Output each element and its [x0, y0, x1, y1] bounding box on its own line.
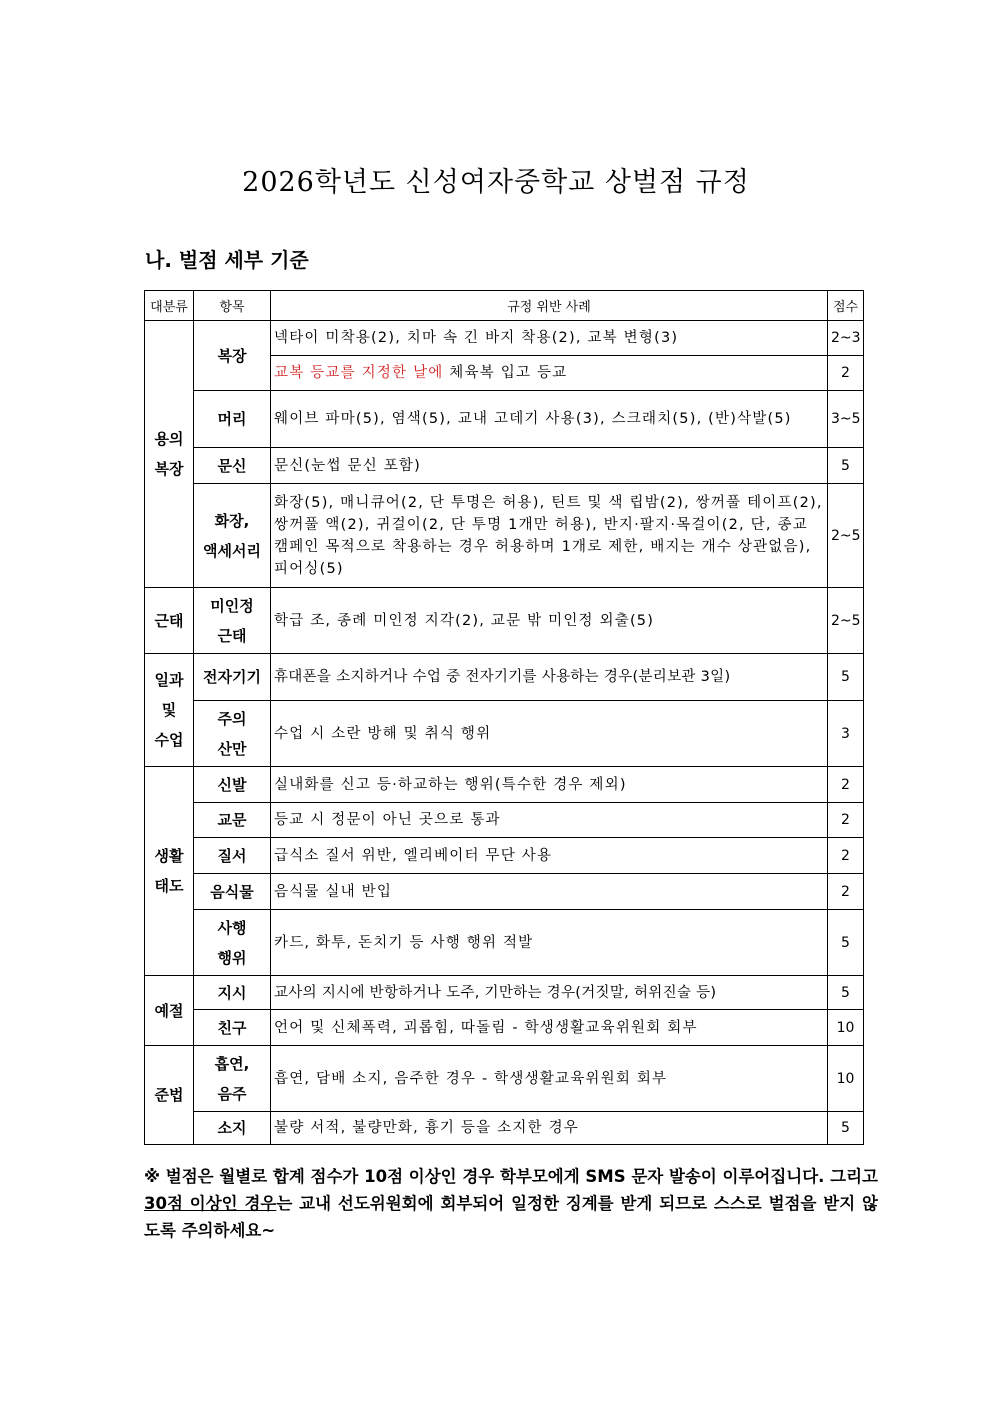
violation-cell: 등교 시 정문이 아닌 곳으로 통과: [271, 803, 828, 838]
points-cell: 10: [828, 1010, 864, 1046]
footnote: [144, 1163, 878, 1244]
violation-cell: 교사의 지시에 반항하거나 도주, 기만하는 경우(거짓말, 허위진술 등): [271, 976, 828, 1010]
violation-cell: 카드, 화투, 돈치기 등 사행 행위 적발: [271, 910, 828, 976]
table-row: [145, 1112, 864, 1145]
table-row: [145, 448, 864, 484]
header-points: 점수: [828, 291, 864, 321]
table-row: [145, 803, 864, 838]
violation-cell: 넥타이 미착용(2), 치마 속 긴 바지 착용(2), 교복 변형(3): [271, 321, 828, 356]
item-cell: [194, 767, 271, 803]
item-label: 미인정 근태: [210, 596, 254, 645]
table-row: [145, 910, 864, 976]
violation-cell: 화장(5), 매니큐어(2, 단 투명은 허용), 틴트 및 색 립밤(2), 쌍꺼풀 테이프(2), 쌍꺼풀 액(2), 귀걸이(2, 단 투명 1개만 허용), 반지·팔지·목걸이(2, 단, 종교 캠페인 목적으로 착용하는 경우 허용하며 1개로 제한, 배지는 개수 상관없음), 피어싱(5): [271, 484, 828, 588]
category-label: 예절: [154, 1001, 184, 1020]
category-cell: [145, 654, 194, 767]
item-cell: [194, 874, 271, 910]
section-heading: 나. 벌점 세부 기준: [145, 248, 309, 272]
points-cell: 2~5: [828, 588, 864, 654]
header-category: 대분류: [145, 291, 194, 321]
table-row: [145, 767, 864, 803]
item-label: 전자기기: [203, 668, 261, 686]
violation-cell: 불량 서적, 불량만화, 흉기 등을 소지한 경우: [271, 1112, 828, 1145]
violation-text: 체육복 입고 등교: [443, 365, 568, 381]
points-cell: 2: [828, 874, 864, 910]
item-label: 질서: [217, 846, 247, 865]
points-cell: 5: [828, 1112, 864, 1145]
category-cell: [145, 767, 194, 976]
violation-cell: 흡연, 담배 소지, 음주한 경우 - 학생생활교육위원회 회부: [271, 1046, 828, 1112]
table-header-row: [145, 291, 864, 321]
item-cell: [194, 910, 271, 976]
item-label: 음식물: [210, 882, 254, 901]
points-cell: 3~5: [828, 391, 864, 448]
category-label: 근태: [154, 611, 184, 630]
violation-cell: 문신(눈썹 문신 포함): [271, 448, 828, 484]
category-label: 생활 태도: [154, 847, 184, 895]
violation-cell: 휴대폰을 소지하거나 수업 중 전자기기를 사용하는 경우(분리보관 3일): [271, 654, 828, 701]
highlighted-text: 교복 등교를 지정한 날에: [274, 365, 444, 381]
table-row: [145, 1010, 864, 1046]
item-cell: [194, 838, 271, 874]
item-label: 소지: [217, 1119, 247, 1137]
points-cell: 10: [828, 1046, 864, 1112]
item-cell: [194, 1046, 271, 1112]
header-item: 항목: [194, 291, 271, 321]
item-label: 사행 행위: [217, 918, 247, 967]
table-row: [145, 588, 864, 654]
item-label: 지시: [217, 983, 247, 1002]
item-cell: [194, 701, 271, 767]
item-cell: [194, 321, 271, 391]
item-cell: [194, 1112, 271, 1145]
page-title: 2026학년도 신성여자중학교 상벌점 규정: [242, 167, 750, 198]
category-label: 용의 복장: [154, 430, 184, 478]
violation-cell: 언어 및 신체폭력, 괴롭힘, 따돌림 - 학생생활교육위원회 회부: [271, 1010, 828, 1046]
item-label: 교문: [217, 811, 247, 829]
category-cell: [145, 1046, 194, 1145]
item-cell: [194, 976, 271, 1010]
item-cell: [194, 588, 271, 654]
table-row: [145, 701, 864, 767]
footnote-underlined: 30점 이상인 경우: [144, 1194, 277, 1213]
header-violation: 규정 위반 사례: [271, 291, 828, 321]
footnote-text: ※ 벌점은 월별로 합계 점수가 10점 이상인 경우 학부모에게 SMS 문자 발송이 이루어집니다. 그리고: [144, 1167, 878, 1186]
table-row: [145, 391, 864, 448]
item-cell: [194, 654, 271, 701]
table-row: [145, 321, 864, 356]
item-cell: [194, 448, 271, 484]
violation-cell: 학급 조, 종례 미인정 지각(2), 교문 밖 미인정 외출(5): [271, 588, 828, 654]
points-cell: 5: [828, 448, 864, 484]
table-row: [145, 1046, 864, 1112]
violation-cell: 실내화를 신고 등·하교하는 행위(특수한 경우 제외): [271, 767, 828, 803]
item-label: 주의 산만: [217, 709, 247, 758]
item-label: 복장: [217, 346, 247, 365]
item-label: 머리: [217, 410, 247, 428]
table-row: [145, 838, 864, 874]
table-row: [145, 484, 864, 588]
item-label: 흡연, 음주: [214, 1054, 250, 1103]
item-cell: [194, 1010, 271, 1046]
points-cell: 2: [828, 838, 864, 874]
category-cell: [145, 321, 194, 588]
item-label: 친구: [217, 1018, 247, 1037]
points-cell: 5: [828, 910, 864, 976]
violation-cell: 웨이브 파마(5), 염색(5), 교내 고데기 사용(3), 스크래치(5), (반)삭발(5): [271, 391, 828, 448]
points-cell: 2: [828, 356, 864, 391]
violation-cell: [271, 356, 828, 391]
violation-cell: 급식소 질서 위반, 엘리베이터 무단 사용: [271, 838, 828, 874]
item-label: 화장, 액세서리: [203, 511, 261, 560]
footnote-text: 는 교내 선도위원회에 회부되어 일정한 징계를 받게 되므로 스스로 벌점을 받지 않도록 주의하세요~: [144, 1194, 878, 1240]
points-cell: 2: [828, 803, 864, 838]
violation-cell: 음식물 실내 반입: [271, 874, 828, 910]
category-cell: [145, 976, 194, 1046]
item-cell: [194, 391, 271, 448]
table-row: [145, 976, 864, 1010]
item-label: 신발: [217, 775, 247, 794]
category-label: 일과 및 수업: [154, 671, 184, 749]
points-cell: 3: [828, 701, 864, 767]
item-cell: [194, 803, 271, 838]
points-cell: 5: [828, 976, 864, 1010]
table-row: [145, 874, 864, 910]
item-cell: [194, 484, 271, 588]
points-cell: 2~5: [828, 484, 864, 588]
points-cell: 5: [828, 654, 864, 701]
category-cell: [145, 588, 194, 654]
penalty-table: [144, 290, 864, 1145]
violation-cell: 수업 시 소란 방해 및 취식 행위: [271, 701, 828, 767]
table-row: [145, 654, 864, 701]
points-cell: 2~3: [828, 321, 864, 356]
category-label: 준법: [154, 1086, 184, 1104]
points-cell: 2: [828, 767, 864, 803]
item-label: 문신: [217, 456, 247, 475]
